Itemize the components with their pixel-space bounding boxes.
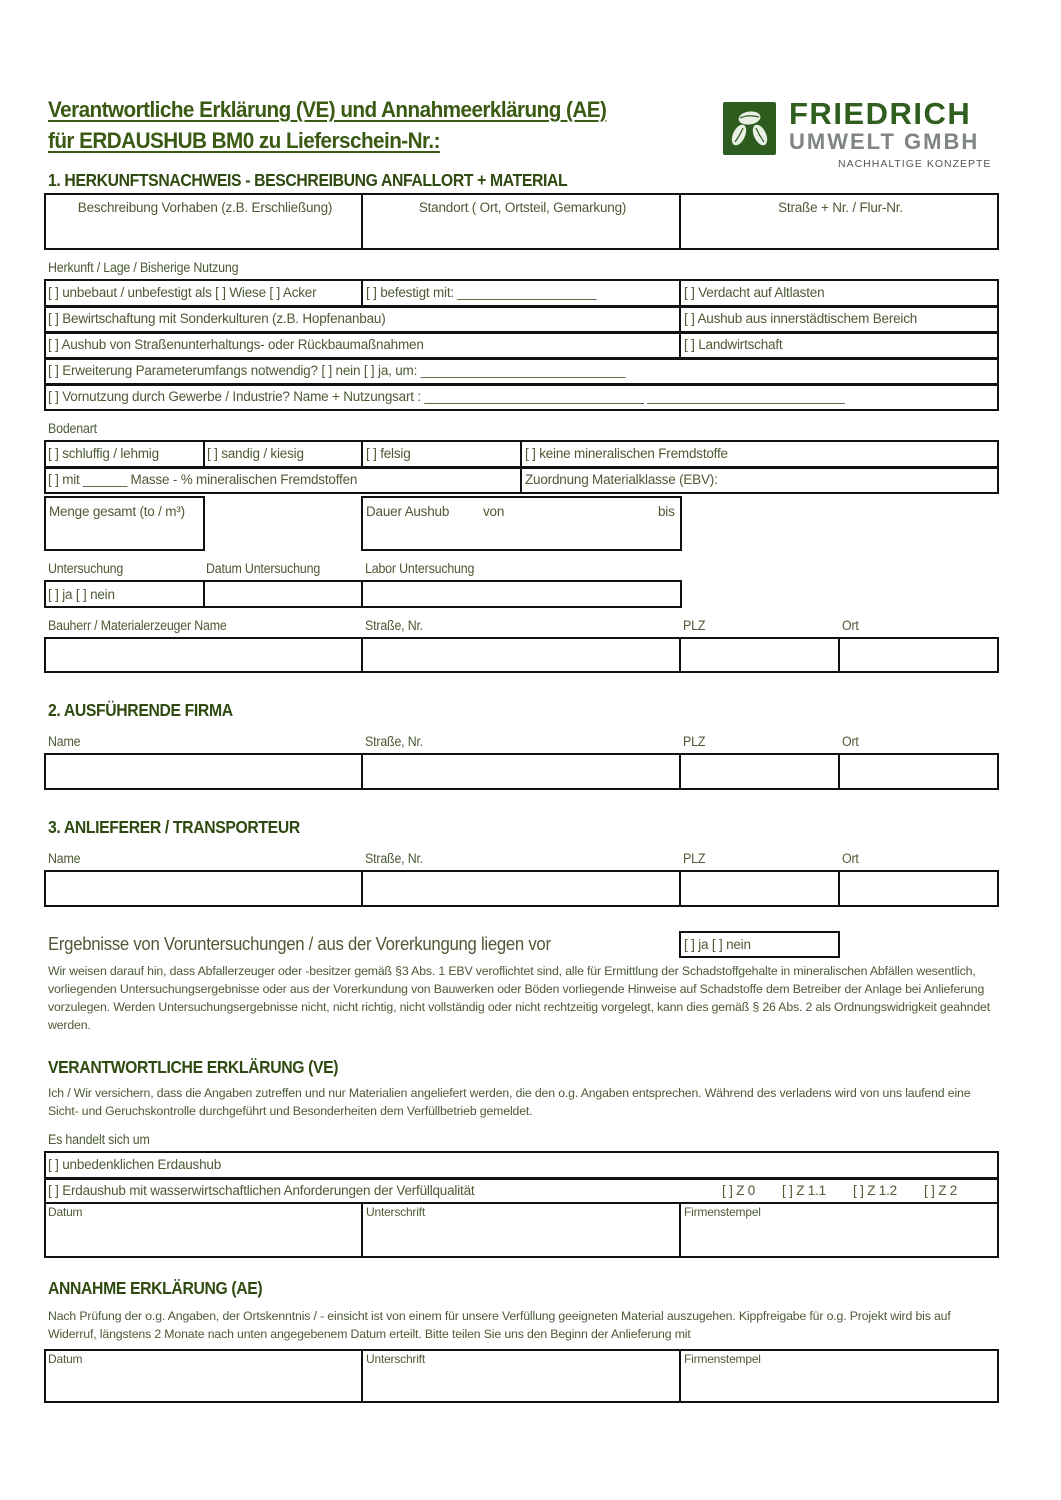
document-title (48, 94, 606, 156)
soil-foreign-matter-percent-field[interactable]: [ ] mit ______ Masse - % mineralischen Fremdstoffen (48, 472, 358, 487)
transporter-zip-field[interactable] (682, 873, 837, 904)
parameter-extension-checkbox[interactable]: [ ] Erweiterung Parameterumfangs notwendig? [ ] nein [ ] ja, um: ____________________________ (48, 363, 626, 378)
company-name-label: Name (48, 734, 81, 749)
investigation-lab-field[interactable] (363, 584, 679, 604)
owner-city-label: Ort (842, 618, 859, 633)
transporter-street-field[interactable] (364, 873, 678, 904)
owner-street-field[interactable] (364, 640, 678, 670)
duration-to-label: bis (658, 504, 675, 519)
ae-stamp-field[interactable] (681, 1352, 996, 1400)
divider (361, 872, 363, 905)
logo-company-name: FRIEDRICH (789, 96, 972, 131)
investigation-yes-no-checkbox[interactable]: [ ] ja [ ] nein (48, 587, 115, 602)
origin-label: Herkunft / Lage / Bisherige Nutzung (48, 260, 239, 275)
origin-contamination-checkbox[interactable]: [ ] Verdacht auf Altlasten (684, 285, 825, 300)
ve-date-field[interactable] (45, 1205, 360, 1255)
ve-signature-label: Unterschrift (366, 1205, 425, 1219)
divider (44, 357, 999, 360)
investigation-date-label: Datum Untersuchung (206, 561, 321, 576)
ve-z2-checkbox[interactable]: [ ] Z 2 (924, 1183, 958, 1198)
origin-agriculture-checkbox[interactable]: [ ] Landwirtschaft (684, 337, 783, 352)
ae-date-label: Datum (48, 1352, 83, 1366)
divider (44, 1202, 999, 1204)
preliminary-notice: Wir weisen darauf hin, dass Abfallerzeuger oder -besitzer gemäß §3 Abs. 1 EBV veroflichtet sind, alle für Ermittlung der Schadstoffgehalte in mineralischen Abfällen wesentlich, vorliegenden Untersuchungsergebnisse oder aus der Vorerkundung von Bauwerken oder Böden vorliegende Hinweise auf Schadstoffe dem Betreiber der Anlage bei Anlieferung vorzulegen. Werden Untersuchungsergebnisse nicht, nicht richtig, nicht vollständig oder nicht rechtzeitig vorgelegt, kann dies gemäß § 26 Abs. 2 als Ordnungswidrigkeit geahndet werden. (48, 964, 990, 1032)
soil-rocky-checkbox[interactable]: [ ] felsig (366, 446, 411, 461)
ae-stamp-label: Firmenstempel (684, 1352, 761, 1366)
preliminary-yes-no-checkbox[interactable]: [ ] ja [ ] nein (684, 937, 751, 952)
duration-label: Dauer Aushub (366, 504, 450, 519)
ae-date-field[interactable] (45, 1352, 360, 1400)
project-street-field[interactable] (681, 200, 997, 246)
ve-z11-checkbox[interactable]: [ ] Z 1.1 (782, 1183, 826, 1198)
transporter-zip-label: PLZ (683, 851, 706, 866)
divider (679, 872, 681, 905)
preliminary-question: Ergebnisse von Voruntersuchungen / aus der Vorerkungung liegen vor (48, 934, 551, 954)
company-zip-field[interactable] (682, 756, 837, 787)
transporter-city-label: Ort (842, 851, 859, 866)
divider (44, 383, 999, 386)
transporter-name-label: Name (48, 851, 81, 866)
divider (838, 872, 840, 905)
soil-no-foreign-matter-checkbox[interactable]: [ ] keine mineralischen Fremdstoffe (525, 446, 728, 461)
section3-heading: 3. ANLIEFERER / TRANSPORTEUR (48, 817, 300, 837)
project-location-label: Standort ( Ort, Ortsteil, Gemarkung) (418, 200, 627, 215)
ae-text: Nach Prüfung der o.g. Angaben, der Ortskenntnis / - einsicht ist von einem für unsere Verfüllung geeigneten Material auszugehen. Kippfreigabe für o.g. Projekt wird bis auf Widerruf, längstens 2 Monate nach unten angegebenem Datum erteilt. Bitte teilen Sie uns den Beginn der Anlieferung mit (48, 1309, 951, 1341)
owner-zip-label: PLZ (683, 618, 706, 633)
company-street-field[interactable] (364, 756, 678, 787)
ve-heading: VERANTWORTLICHE ERKLÄRUNG (VE) (48, 1057, 339, 1077)
origin-road-works-checkbox[interactable]: [ ] Aushub von Straßenunterhaltungs- oder Rückbaumaßnahmen (48, 337, 424, 352)
section1-heading: 1. HERKUNFTSNACHWEIS - BESCHREIBUNG ANFALLORT + MATERIAL (48, 170, 568, 190)
logo-recycle-leaves-icon (723, 102, 776, 155)
project-description-label: Beschreibung Vorhaben (z.B. Erschließung) (77, 200, 333, 215)
divider (361, 755, 363, 788)
origin-unpaved-checkbox[interactable]: [ ] unbebaut / unbefestigt als [ ] Wiese [ ] Acker (48, 285, 317, 300)
logo-company-subname: UMWELT GMBH (789, 129, 980, 154)
company-city-field[interactable] (841, 756, 997, 787)
origin-urban-checkbox[interactable]: [ ] Aushub aus innerstädtischem Bereich (684, 311, 918, 326)
divider (679, 639, 681, 671)
transporter-street-label: Straße, Nr. (365, 851, 424, 866)
ve-date-label: Datum (48, 1205, 83, 1219)
investigation-label: Untersuchung (48, 561, 124, 576)
owner-name-field[interactable] (47, 640, 360, 670)
owner-city-field[interactable] (841, 640, 997, 670)
section2-heading: 2. AUSFÜHRENDE FIRMA (48, 700, 233, 720)
duration-from-label: von (483, 504, 505, 519)
project-description-field[interactable] (46, 200, 361, 246)
company-street-label: Straße, Nr. (365, 734, 424, 749)
ve-z0-checkbox[interactable]: [ ] Z 0 (722, 1183, 756, 1198)
owner-name-label: Bauherr / Materialerzeuger Name (48, 618, 227, 633)
logo-tagline: NACHHALTIGE KONZEPTE (838, 158, 992, 170)
ve-text: Ich / Wir versichern, dass die Angaben zutreffen und nur Materialien angeliefert werden, die den o.g. Angaben entsprechen. Während des verladens wird von uns laufend eine Sicht- und Geruchskontrolle durchgeführt und Besonderheiten dem Verfüllbetrieb gemeldet. (48, 1086, 971, 1118)
owner-zip-field[interactable] (682, 640, 837, 670)
divider (44, 331, 999, 334)
divider (838, 639, 840, 671)
soil-sandy-checkbox[interactable]: [ ] sandig / kiesig (207, 446, 304, 461)
soil-label: Bodenart (48, 421, 97, 436)
ve-signature-field[interactable] (363, 1205, 678, 1255)
owner-street-label: Straße, Nr. (365, 618, 424, 633)
ae-signature-label: Unterschrift (366, 1352, 425, 1366)
prior-industrial-use-checkbox[interactable]: [ ] Vornutzung durch Gewerbe / Industrie? Name + Nutzungsart : ______________________________ ___________________________ (48, 389, 845, 404)
origin-special-crops-checkbox[interactable]: [ ] Bewirtschaftung mit Sonderkulturen (z.B. Hopfenanbau) (48, 311, 386, 326)
transporter-city-field[interactable] (841, 873, 997, 904)
divider (361, 639, 363, 671)
divider (838, 755, 840, 788)
transporter-name-field[interactable] (47, 873, 360, 904)
ae-heading: ANNAHME ERKLÄRUNG (AE) (48, 1278, 263, 1298)
project-street-label: Straße + Nr. / Flur-Nr. (778, 200, 903, 215)
title-line-2: für ERDAUSHUB BM0 zu Lieferschein-Nr.: (48, 128, 440, 153)
origin-paved-checkbox[interactable]: [ ] befestigt mit: ___________________ (366, 285, 597, 300)
divider (44, 1177, 999, 1180)
ve-type-label: Es handelt sich um (48, 1132, 150, 1147)
ve-stamp-label: Firmenstempel (684, 1205, 761, 1219)
divider (44, 305, 999, 308)
material-class-field[interactable]: Zuordnung Materialklasse (EBV): (525, 472, 718, 487)
company-zip-label: PLZ (683, 734, 706, 749)
ve-z12-checkbox[interactable]: [ ] Z 1.2 (853, 1183, 897, 1198)
quantity-label: Menge gesamt (to / m³) (49, 504, 185, 519)
ve-water-requirements-checkbox[interactable]: [ ] Erdaushub mit wasserwirtschaftlichen Anforderungen der Verfüllqualität (48, 1183, 475, 1198)
title-line-1: Verantwortliche Erklärung (VE) und Annahmeerklärung (AE) (48, 97, 607, 122)
soil-silty-checkbox[interactable]: [ ] schluffig / lehmig (48, 446, 159, 461)
ve-harmless-excavation-checkbox[interactable]: [ ] unbedenklichen Erdaushub (48, 1157, 222, 1172)
project-location-field[interactable] (363, 200, 679, 246)
investigation-date-field[interactable] (205, 584, 361, 604)
company-city-label: Ort (842, 734, 859, 749)
divider (679, 755, 681, 788)
ae-signature-field[interactable] (363, 1352, 678, 1400)
investigation-lab-label: Labor Untersuchung (365, 561, 475, 576)
ve-stamp-field[interactable] (681, 1205, 996, 1255)
company-name-field[interactable] (47, 756, 360, 787)
